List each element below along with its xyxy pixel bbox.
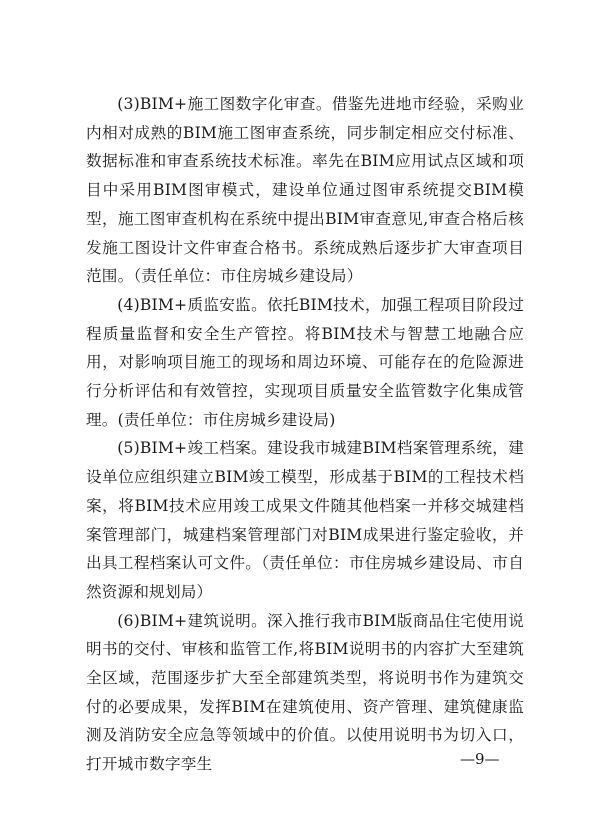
paragraph-bim-drawing-review: (3)BIM+施工图数字化审查。借鉴先进地市经验，采购业内相对成熟的BIM施工图审查系统，同步制定相应交付标准、数据标准和审查系统技术标准。率先在BIM应用试点区域和项目中采用BIM图审模式，建设单位通过图审系统提交BIM模型，施工图审查机构在系统中提出BIM审查意见,审查合格后核发施工图设计文件审查合格书。系统成熟后逐步扩大审查项目范围。（责任单位：市住房城乡建设局） xyxy=(86,95,524,286)
paragraph-bim-completion-archive: (5)BIM+竣工档案。建设我市城建BIM档案管理系统，建设单位应组织建立BIM竣工模型，形成基于BIM的工程技术档案，将BIM技术应用竣工成果文件随其他档案一并移交城建档案管理部门，城建档案管理部门对BIM成果进行鉴定验收，并出具工程档案认可文件。（责任单位：市住房城乡建设局、市自然资源和规划局） xyxy=(86,439,524,601)
document-body xyxy=(86,90,524,779)
page-number: —9— xyxy=(460,750,500,768)
paragraph-bim-quality-safety: (4)BIM+质监安监。依托BIM技术，加强工程项目阶段过程质量监督和安全生产管控。将BIM技术与智慧工地融合应用，对影响项目施工的现场和周边环境、可能存在的危险源进行分析评估和有效管控，实现项目质量安全监管数字化集成管理。(责任单位：市住房城乡建设局) xyxy=(86,295,524,429)
paragraph-bim-building-manual: (6)BIM+建筑说明。深入推行我市BIM版商品住宅使用说明书的交付、审核和监管工作,将BIM说明书的内容扩大至建筑全区域，范围逐步扩大至全部建筑类型，将说明书作为建筑交付的必要成果，发挥BIM在建筑使用、资产管理、建筑健康监测及消防安全应急等领域中的价值。以使用说明书为切入口，打开城市数字孪生 xyxy=(86,611,524,774)
